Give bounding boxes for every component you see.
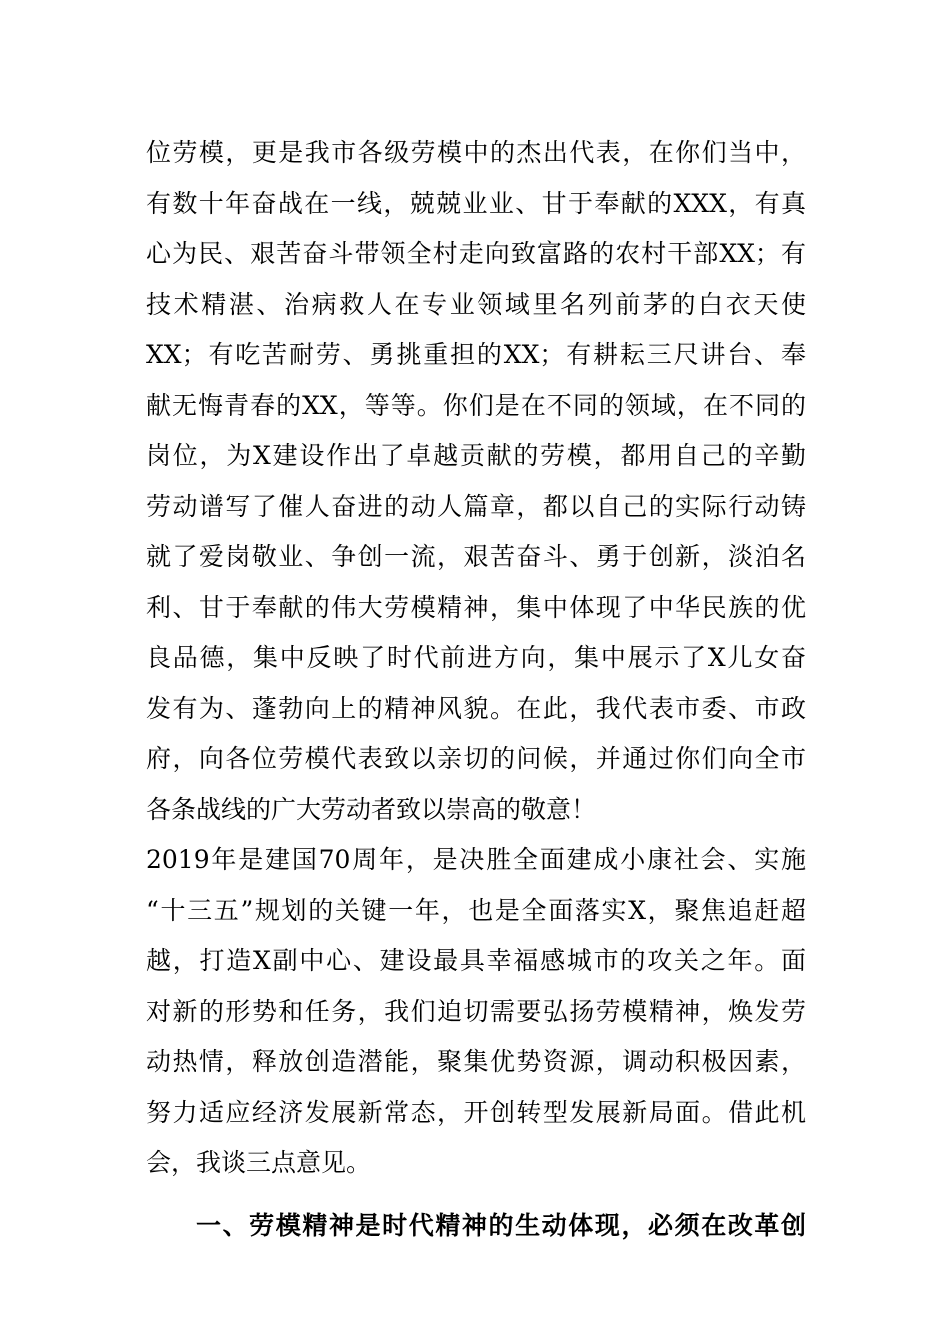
text-line: 2019年是建国70周年，是决胜全面建成小康社会、实施	[146, 845, 806, 874]
text-line: 各条战线的广大劳动者致以崇高的敬意！	[146, 794, 597, 824]
paragraph-2	[146, 835, 806, 1189]
text-line: 动热情，释放创造潜能，聚集优势资源，调动积极因素，	[146, 1047, 806, 1076]
text-line: 有数十年奋战在一线，兢兢业业、甘于奉献的XXX，有真	[146, 188, 806, 218]
text-line: 越，打造X副中心、建设最具幸福感城市的攻关之年。面	[146, 946, 806, 975]
section-heading: 一、劳模精神是时代精神的生动体现，必须在改革创	[196, 1210, 806, 1240]
text-line: XX；有吃苦耐劳、勇挑重担的XX；有耕耘三尺讲台、奉	[146, 340, 806, 369]
text-line: 技术精湛、治病救人在专业领域里名列前茅的白衣天使	[146, 289, 806, 319]
text-line: 位劳模，更是我市各级劳模中的杰出代表，在你们当中，	[146, 138, 806, 167]
text-line: 心为民、艰苦奋斗带领全村走向致富路的农村干部XX；有	[146, 239, 806, 268]
text-line: 利、甘于奉献的伟大劳模精神，集中体现了中华民族的优	[146, 592, 806, 622]
text-line: 对新的形势和任务，我们迫切需要弘扬劳模精神，焕发劳	[146, 996, 806, 1026]
text-line: 就了爱岗敬业、争创一流，艰苦奋斗、勇于创新，淡泊名	[146, 542, 806, 571]
document-page	[146, 128, 806, 1251]
text-line: 劳动谱写了催人奋进的动人篇章，都以自己的实际行动铸	[146, 491, 806, 521]
text-line: 府，向各位劳模代表致以亲切的问候，并通过你们向全市	[146, 744, 806, 773]
paragraph-1	[146, 128, 806, 835]
text-line: 会，我谈三点意见。	[146, 1148, 372, 1177]
text-line: 献无悔青春的XX，等等。你们是在不同的领域，在不同的	[146, 390, 806, 420]
text-line: “十三五”规划的关键一年，也是全面落实X，聚焦追赶超	[146, 895, 806, 925]
text-line: 岗位，为X建设作出了卓越贡献的劳模，都用自己的辛勤	[146, 441, 806, 470]
text-line: 发有为、蓬勃向上的精神风貌。在此，我代表市委、市政	[146, 693, 806, 723]
text-line: 努力适应经济发展新常态，开创转型发展新局面。借此机	[146, 1097, 806, 1127]
text-line: 良品德，集中反映了时代前进方向，集中展示了X儿女奋	[146, 643, 806, 672]
